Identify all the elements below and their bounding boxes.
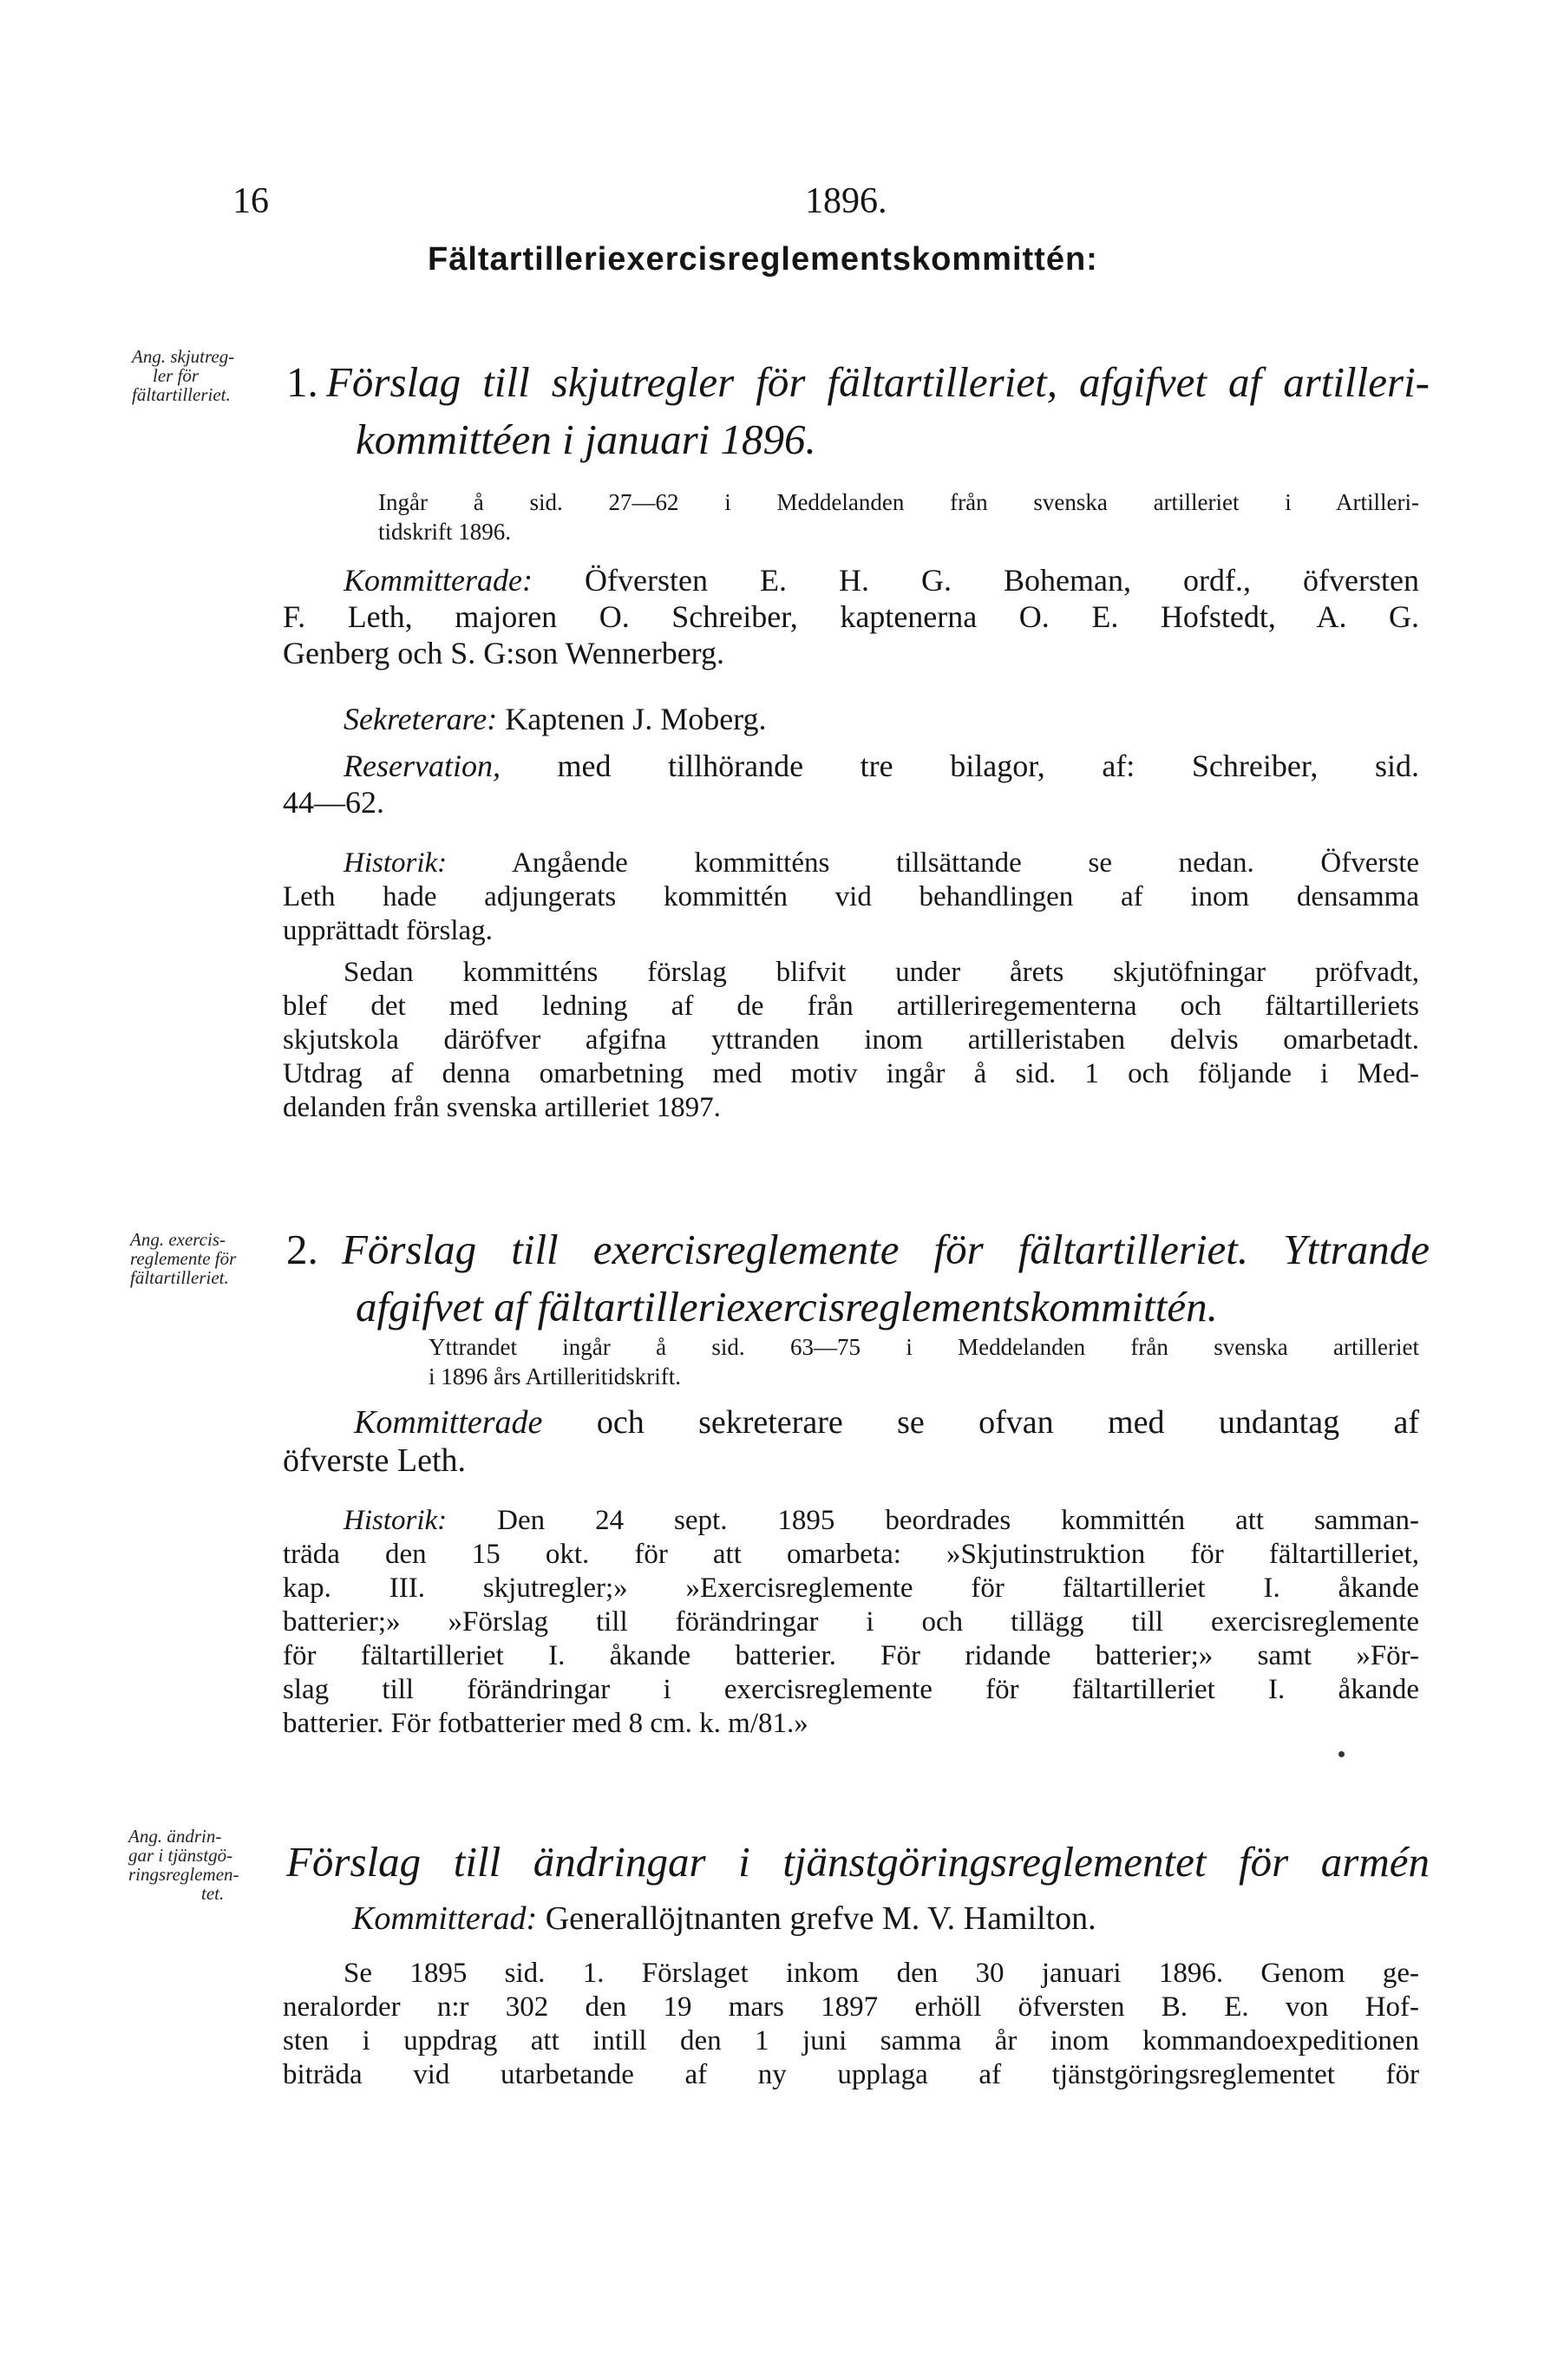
item1-kommitterade: Kommitterade: Öfversten E. H. G. Boheman, ordf., öfversten F. Leth, majoren O. Schreiber, kaptenerna O. E. Hofstedt, A. G. Genberg och S. G:son Wennerberg.: [283, 563, 1419, 670]
margin-note-item2: Ang. exercis- reglemente för fältartilleriet.: [130, 1229, 237, 1288]
item1-title: Förslag till skjutregler för fältartilleriet, afgifvet af artilleri- kommittéen i januari 1896.: [326, 358, 1430, 463]
item1-historik: Historik: Angående kommitténs tillsättande se nedan. Öfverste Leth hade adjungerats kommittén vid behandlingen af inom densamma upprättadt förslag.: [283, 847, 1420, 946]
item2-ingar: Yttrandet ingår å sid. 63—75 i Meddelanden från svenska artilleriet i 1896 års Artilleritidskrift.: [429, 1334, 1419, 1389]
margin-note-item1: Ang. skjutreg- ler för fältartilleriet.: [132, 346, 235, 405]
item3-body: Se 1895 sid. 1. Förslaget inkom den 30 januari 1896. Genom ge- neralorder n:r 302 den 19 mars 1897 erhöll öfversten B. E. von Hof- sten i uppdrag att intill den 1 juni samma år inom kommandoexpeditionen biträda vid utarbetande af ny upplaga af tjänstgöringsreglementet för: [283, 1958, 1419, 2090]
item1-sekreterare: Sekreterare: Kaptenen J. Moberg.: [344, 702, 767, 736]
item2-historik: Historik: Den 24 sept. 1895 beordrades kommittén att samman- träda den 15 okt. för att omarbeta: »Skjutinstruktion för fältartilleriet, kap. III. skjutregler;» »Exercisreglemente för fältartilleriet I. åkande batterier;» »Förslag till förändringar i och tillägg till exercisreglemente för fältartilleriet I. åkande batterier. För ridande batterier;» samt »För- slag till förändringar i exercisreglemente för fältartilleriet I. åkande batterier. För fotbatterier med 8 cm. k. m/81.»: [283, 1505, 1419, 1739]
margin-note-item3: Ang. ändrin- gar i tjänstgö- ringsreglemen- tet.: [128, 1826, 239, 1904]
item3-kommitterad: Kommitterad: Generallöjtnanten grefve M. V. Hamilton.: [352, 1900, 1096, 1937]
item2-number: 2.: [286, 1226, 318, 1273]
item1-reservation: Reservation, med tillhörande tre bilagor, af: Schreiber, sid. 44—62.: [283, 749, 1420, 820]
item3-title: Förslag till ändringar i tjänstgöringsreglementet för armén: [286, 1838, 1430, 1886]
item1-ingar: Ingår å sid. 27—62 i Meddelanden från svenska artilleriet i Artilleri- tidskrift 1896.: [378, 489, 1419, 545]
item2-kommitterade: Kommitterade och sekreterare se ofvan med undantag af öfverste Leth.: [283, 1404, 1420, 1479]
stray-dot: [1338, 1751, 1345, 1757]
header-year: 1896.: [805, 181, 887, 221]
section-title: Fältartilleriexercisreglementskommittén:: [428, 241, 1098, 278]
page-number: 16: [232, 181, 269, 221]
item1-number: 1.: [286, 358, 318, 406]
item1-sedan: Sedan kommitténs förslag blifvit under årets skjutöfningar pröfvadt, blef det med ledning af de från artilleriregementerna och fältartilleriets skjutskola däröfver afgifna yttranden inom artilleristaben delvis omarbetadt. Utdrag af denna omarbetning med motiv ingår å sid. 1 och följande i Med- delanden från svenska artilleriet 1897.: [283, 957, 1419, 1123]
item2-title: Förslag till exercisreglemente för fältartilleriet. Yttrande afgifvet af fältartilleriexercisreglementskommittén.: [342, 1226, 1430, 1331]
